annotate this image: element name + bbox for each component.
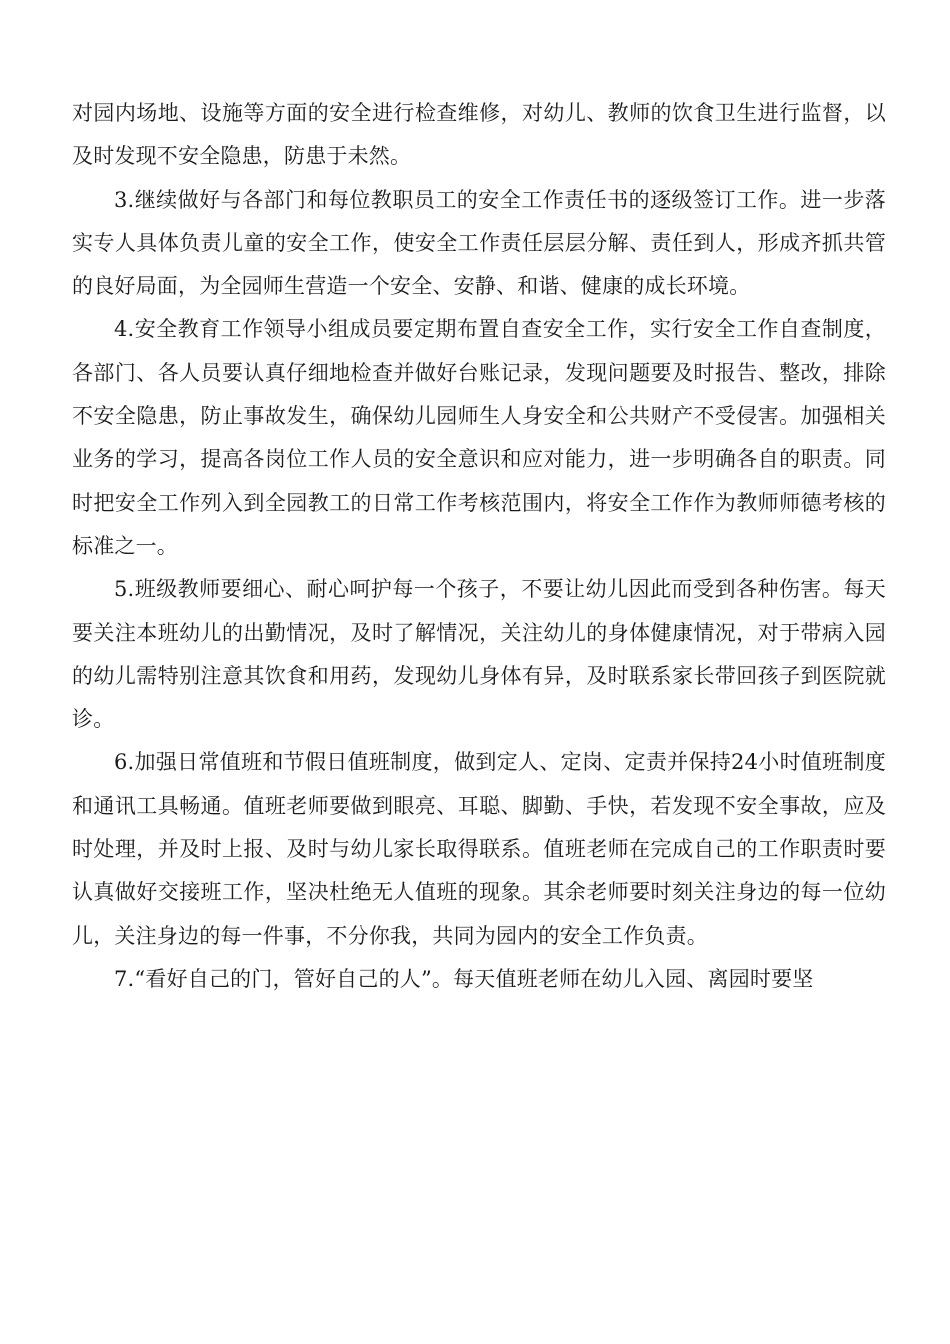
- paragraph-item-3: 3.继续做好与各部门和每位教职员工的安全工作责任书的逐级签订工作。进一步落实专人具体负责儿童的安全工作，使安全工作责任层层分解、责任到人，形成齐抓共管的良好局面，为全园师生营造一个安全、安静、和谐、健康的成长环境。: [72, 187, 886, 299]
- paragraph-continuation: 对园内场地、设施等方面的安全进行检查维修，对幼儿、教师的饮食卫生进行监督，以及时发现不安全隐患，防患于未然。: [72, 101, 886, 169]
- paragraph-item-4: 4.安全教育工作领导小组成员要定期布置自查安全工作，实行安全工作自查制度，各部门、各人员要认真仔细地检查并做好台账记录，发现问题要及时报告、整改，排除不安全隐患，防止事故发生，确保幼儿园师生人身安全和公共财产不受侵害。加强相关业务的学习，提高各岗位工作人员的安全意识和应对能力，进一步明确各自的职责。同时把安全工作列入到全园教工的日常工作考核范围内，将安全工作作为教师师德考核的标准之一。: [72, 317, 886, 558]
- paragraph-item-7: 7.“看好自己的门，管好自己的人”。每天值班老师在幼儿入园、离园时要坚: [114, 966, 814, 991]
- paragraph-item-5: 5.班级教师要细心、耐心呵护每一个孩子，不要让幼儿因此而受到各种伤害。每天要关注本班幼儿的出勤情况，及时了解情况，关注幼儿的身体健康情况，对于带病入园的幼儿需特别注意其饮食和用药，发现幼儿身体有异，及时联系家长带回孩子到医院就诊。: [72, 577, 886, 732]
- document-page: [72, 92, 886, 1001]
- paragraph-item-6: 6.加强日常值班和节假日值班制度，做到定人、定岗、定责并保持24小时值班制度和通讯工具畅通。值班老师要做到眼亮、耳聪、脚勤、手快，若发现不安全事故，应及时处理，并及时上报、及时与幼儿家长取得联系。值班老师在完成自己的工作职责时要认真做好交接班工作，坚决杜绝无人值班的现象。其余老师要时刻关注身边的每一位幼儿，关注身边的每一件事，不分你我，共同为园内的安全工作负责。: [72, 750, 886, 948]
